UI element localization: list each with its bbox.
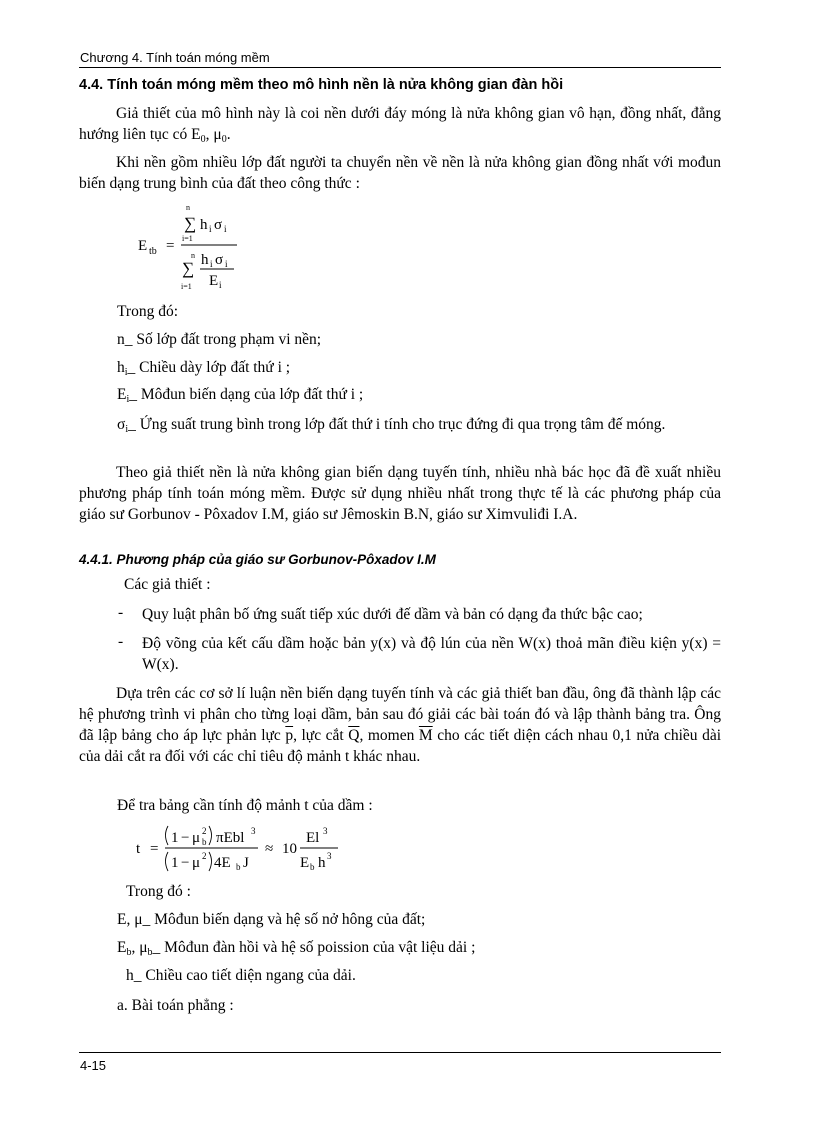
paren-left bbox=[166, 826, 169, 845]
def-text: _ Môđun đàn hồi và hệ số poission của vật liệu dải ; bbox=[152, 939, 476, 956]
formula-t: t bbox=[136, 841, 141, 857]
def-sub: i bbox=[125, 424, 129, 435]
formula-slenderness bbox=[130, 820, 350, 880]
bullet-item: Quy luật phân bố ứng suất tiếp xúc dưới đế dầm và bản có dạng đa thức bậc cao; bbox=[142, 606, 643, 623]
num-mu-sub: b bbox=[202, 837, 207, 847]
def-e-mu bbox=[117, 911, 425, 929]
den-one: 1 bbox=[171, 855, 179, 871]
symbol-p: $\overline{p}$ bbox=[285, 727, 294, 744]
header-rule bbox=[79, 67, 721, 68]
num-sigma: σ bbox=[214, 217, 223, 233]
bullet-mark: - bbox=[118, 604, 124, 621]
chapter-header: Chương 4. Tính toán móng mềm bbox=[80, 50, 270, 65]
def-sub: b bbox=[126, 947, 132, 958]
formula-lhs-sub: tb bbox=[149, 246, 157, 257]
bullet-mark: - bbox=[118, 633, 124, 650]
assumptions-label: Các giả thiết : bbox=[124, 576, 211, 593]
num-pi-ebl: πEbl bbox=[216, 830, 245, 846]
paragraph-tables bbox=[79, 683, 721, 767]
def-symbol: E, μ bbox=[117, 911, 143, 928]
separator: . bbox=[226, 126, 231, 143]
den-mu-sup: 2 bbox=[202, 851, 207, 861]
def-symbol: h bbox=[117, 359, 125, 376]
def-symbol: n bbox=[117, 331, 125, 348]
sum-symbol: ∑ bbox=[184, 214, 197, 233]
where-label: Trong đó: bbox=[117, 303, 179, 320]
footer-rule bbox=[79, 1052, 721, 1053]
def-eb-mub bbox=[117, 939, 475, 958]
def-symbol: σ bbox=[117, 416, 126, 433]
def-symbol: μ bbox=[139, 939, 148, 956]
den-minus: − bbox=[181, 855, 190, 871]
formula-eq: = bbox=[166, 238, 175, 254]
den-j: J bbox=[243, 855, 249, 871]
num-h-sub: i bbox=[209, 224, 212, 234]
where-label-2: Trong đó : bbox=[126, 883, 191, 900]
symbol-sub: 0 bbox=[221, 134, 227, 145]
subsection-title: 4.4.1. Phương pháp của giáo sư Gorbunov-Pôxadov I.M bbox=[79, 552, 436, 567]
paren-left bbox=[166, 852, 169, 871]
def-text: _ Ứng suất trung bình trong lớp đất thứ i tính cho trục đứng đi qua trọng tâm đế móng. bbox=[128, 416, 666, 433]
num-sigma-sub: i bbox=[224, 224, 227, 234]
def-n bbox=[117, 331, 321, 349]
den-sigma: σ bbox=[215, 252, 224, 268]
num-minus: − bbox=[181, 830, 190, 846]
def-symbol: E bbox=[117, 386, 127, 403]
formula-etb bbox=[130, 198, 260, 298]
den-h: h bbox=[318, 855, 326, 871]
paragraph-assumption bbox=[79, 103, 721, 150]
formula-eq: = bbox=[150, 841, 159, 857]
den-sigma-sub: i bbox=[225, 259, 228, 269]
paragraph-multilayer: Khi nền gồm nhiều lớp đất người ta chuyển nền về nền là nửa không gian đồng nhất với mođun biến dạng trung bình của đất theo công thức : bbox=[79, 154, 721, 192]
def-sigma bbox=[117, 414, 721, 440]
symbol-m: $\overline{M}$ bbox=[418, 727, 433, 744]
def-h bbox=[117, 359, 290, 378]
sum-lower: i=1 bbox=[182, 234, 193, 243]
bullet-item: Độ võng của kết cấu dầm hoặc bản y(x) và độ lún của nền W(x) thoả mãn điều kiện y(x) = W(x). bbox=[142, 635, 721, 673]
separator: , bbox=[131, 939, 140, 956]
def-e bbox=[117, 386, 363, 405]
den-sum-lower: i=1 bbox=[181, 282, 192, 291]
paragraph-methods: Theo giả thiết nền là nửa không gian biến dạng tuyến tính, nhiều nhà bác học đã đề xuất nhiều phương pháp tính toán móng mềm. Được sử dụng nhiều nhất trong thực tế là các phương pháp của giáo sư Gorbunov - Pôxadov I.M, giáo sư Jêmoskin B.N, giáo sư Ximvuliđi I.A. bbox=[79, 464, 721, 523]
def-symbol: h bbox=[126, 967, 134, 984]
den-sum-symbol: ∑ bbox=[182, 259, 195, 278]
def-text: _ Môđun biến dạng và hệ số nở hông của đất; bbox=[142, 911, 426, 928]
def-text: _ Môđun biến dạng của lớp đất thứ i ; bbox=[129, 386, 364, 403]
page-number: 4-15 bbox=[80, 1058, 107, 1073]
den-e-sub: b bbox=[310, 862, 315, 872]
def-text: _ Chiều cao tiết diện ngang của dải. bbox=[133, 967, 356, 984]
den-e: E bbox=[300, 855, 310, 871]
sum-upper: n bbox=[186, 203, 190, 212]
def-text: _ Số lớp đất trong phạm vi nền; bbox=[124, 331, 322, 348]
paren-right bbox=[209, 852, 212, 871]
def-text: _ Chiều dày lớp đất thứ i ; bbox=[127, 359, 291, 376]
num-h: h bbox=[200, 217, 208, 233]
paragraph-text: , momen bbox=[359, 727, 419, 744]
den-e-sub: i bbox=[219, 280, 222, 290]
num-mu: μ bbox=[192, 830, 201, 846]
num-one: 1 bbox=[171, 830, 179, 846]
den-four-e: 4E bbox=[214, 855, 231, 871]
symbol-e0: E bbox=[191, 126, 201, 143]
def-sub: i bbox=[126, 394, 130, 405]
def-sub: i bbox=[124, 367, 128, 378]
def-h-height bbox=[126, 967, 356, 985]
den-h: h bbox=[201, 252, 209, 268]
symbol-mu0: μ bbox=[213, 126, 222, 143]
paragraph-text: Dựa trên các cơ sở lí luận nền biến dạng tuyến tính và các giả thiết ban đầu, ông đã thành lập các hệ phương trình vi phân cho từng loại dầm, bản sau đó giải các bài toán đó và lập thành bảng tra. Ông đã lập bảng cho áp lực phản lực bbox=[79, 685, 721, 744]
paragraph-slenderness: Để tra bảng cần tính độ mảnh t của dầm : bbox=[117, 797, 373, 814]
den-sum-upper: n bbox=[191, 251, 195, 260]
den-h-cube: 3 bbox=[327, 851, 332, 861]
paragraph-text: Giả thiết của mô hình này là coi nền dưới đáy móng là nửa không gian vô hạn, đồng nhất, đẳng hướng liên tục có bbox=[79, 105, 721, 143]
formula-ten: 10 bbox=[282, 841, 297, 857]
def-symbol: E bbox=[117, 939, 127, 956]
den-mu: μ bbox=[192, 855, 201, 871]
formula-approx: ≈ bbox=[265, 841, 274, 857]
num-mu-sup: 2 bbox=[202, 826, 207, 836]
den-e: E bbox=[209, 273, 219, 289]
den-h-sub: i bbox=[210, 259, 213, 269]
case-a-heading: a. Bài toán phẳng : bbox=[117, 997, 234, 1014]
formula-lhs: E bbox=[138, 238, 148, 254]
symbol-sub: 0 bbox=[200, 134, 206, 145]
separator: , bbox=[205, 126, 214, 143]
num-cube: 3 bbox=[251, 826, 256, 836]
paren-right bbox=[209, 826, 212, 845]
num-el: El bbox=[306, 830, 320, 846]
paragraph-text: , lực cắt bbox=[293, 727, 349, 744]
symbol-q: $\overline{Q}$ bbox=[348, 727, 360, 744]
def-sub: b bbox=[147, 947, 153, 958]
paragraph-text: cho các tiết diện cách nhau 0,1 nửa chiều dài của dải cắt ra đối với các chỉ tiêu độ mảnh t khác nhau. bbox=[79, 727, 722, 765]
den-e-sub: b bbox=[236, 862, 241, 872]
section-title: 4.4. Tính toán móng mềm theo mô hình nền là nửa không gian đàn hồi bbox=[79, 77, 564, 93]
num-el-cube: 3 bbox=[323, 826, 328, 836]
